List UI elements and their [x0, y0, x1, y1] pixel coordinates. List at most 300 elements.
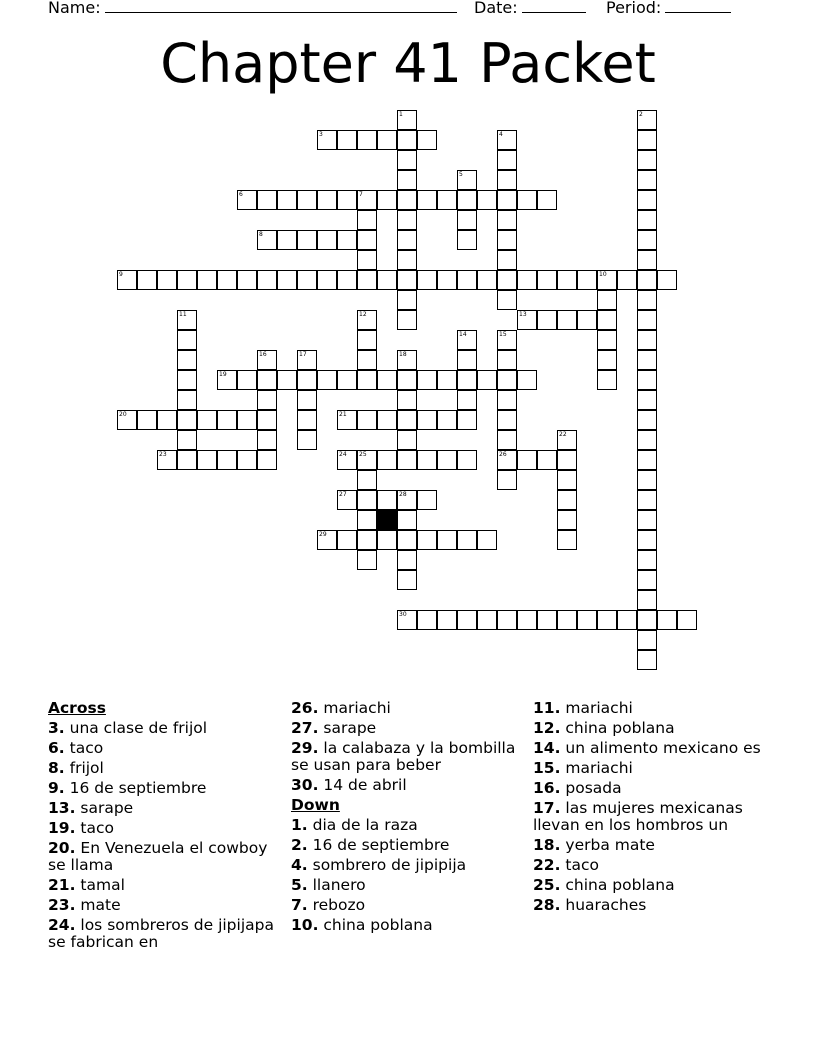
crossword-cell[interactable]	[297, 430, 317, 450]
crossword-cell[interactable]	[637, 570, 657, 590]
clue-number-label: 22.	[533, 856, 561, 874]
crossword-cell[interactable]	[397, 150, 417, 170]
crossword-cell[interactable]	[317, 130, 337, 150]
crossword-cell[interactable]	[637, 310, 657, 330]
crossword-cell[interactable]	[177, 270, 197, 290]
crossword-cell[interactable]	[637, 650, 657, 670]
crossword-cell[interactable]	[237, 410, 257, 430]
clue-item	[533, 740, 769, 757]
crossword-cell[interactable]	[317, 370, 337, 390]
crossword-cell[interactable]	[577, 610, 597, 630]
crossword-cell[interactable]	[297, 350, 317, 370]
crossword-cell[interactable]	[397, 410, 417, 430]
crossword-cell[interactable]	[437, 530, 457, 550]
crossword-cell[interactable]	[437, 450, 457, 470]
crossword-cell[interactable]	[377, 270, 397, 290]
crossword-cell[interactable]	[637, 430, 657, 450]
crossword-cell[interactable]	[637, 230, 657, 250]
crossword-cell[interactable]	[397, 350, 417, 370]
crossword-cell[interactable]	[637, 150, 657, 170]
crossword-cell[interactable]	[397, 110, 417, 130]
crossword-cell[interactable]	[177, 330, 197, 350]
crossword-cell[interactable]	[437, 190, 457, 210]
clue-text: posada	[560, 779, 622, 797]
crossword-cell[interactable]	[457, 530, 477, 550]
crossword-cell[interactable]	[557, 450, 577, 470]
clue-text: china poblana	[318, 916, 433, 934]
crossword-cell[interactable]	[277, 270, 297, 290]
crossword-cell[interactable]	[357, 250, 377, 270]
clue-number-label: 18.	[533, 836, 561, 854]
clue-section-heading: Across	[48, 699, 106, 717]
clue-item	[48, 917, 284, 951]
crossword-cell[interactable]	[457, 610, 477, 630]
crossword-cell[interactable]	[637, 510, 657, 530]
clue-column-3	[533, 700, 769, 917]
clue-item	[48, 820, 284, 837]
crossword-cell[interactable]	[477, 530, 497, 550]
clue-number-label: 20.	[48, 839, 76, 857]
clue-number: 17	[299, 351, 307, 358]
crossword-cell[interactable]	[417, 370, 437, 390]
clue-item	[48, 877, 284, 894]
crossword-cell[interactable]	[637, 630, 657, 650]
clue-number-label: 25.	[533, 876, 561, 894]
crossword-cell[interactable]	[317, 190, 337, 210]
crossword-cell[interactable]	[397, 230, 417, 250]
clue-number: 9	[119, 271, 123, 278]
crossword-cell[interactable]	[357, 350, 377, 370]
crossword-cell[interactable]	[497, 330, 517, 350]
clue-text: una clase de frijol	[64, 719, 208, 737]
crossword-cell[interactable]	[457, 230, 477, 250]
crossword-cell[interactable]	[297, 410, 317, 430]
crossword-cell[interactable]	[317, 230, 337, 250]
crossword-cell[interactable]	[497, 190, 517, 210]
clue-number: 1	[399, 111, 403, 118]
crossword-cell[interactable]	[377, 370, 397, 390]
crossword-cell[interactable]	[377, 450, 397, 470]
crossword-cell[interactable]	[397, 270, 417, 290]
crossword-cell[interactable]	[637, 290, 657, 310]
crossword-cell[interactable]	[597, 270, 617, 290]
clue-item	[533, 780, 769, 797]
crossword-cell[interactable]	[417, 530, 437, 550]
clue-number-label: 7.	[291, 896, 308, 914]
clue-item	[291, 857, 527, 874]
crossword-cell[interactable]	[357, 510, 377, 530]
crossword-cell[interactable]	[117, 270, 137, 290]
crossword-cell[interactable]	[637, 270, 657, 290]
crossword-cell[interactable]	[217, 410, 237, 430]
crossword-cell[interactable]	[497, 450, 517, 470]
crossword-cell[interactable]	[377, 410, 397, 430]
crossword-cell[interactable]	[417, 270, 437, 290]
crossword-cell[interactable]	[497, 350, 517, 370]
crossword-cell[interactable]	[637, 410, 657, 430]
clue-section-heading: Down	[291, 796, 340, 814]
crossword-cell[interactable]	[397, 370, 417, 390]
crossword-cell[interactable]	[357, 130, 377, 150]
crossword-cell[interactable]	[357, 530, 377, 550]
crossword-cell[interactable]	[257, 410, 277, 430]
crossword-cell[interactable]	[637, 250, 657, 270]
clue-number-label: 8.	[48, 759, 65, 777]
crossword-cell[interactable]	[597, 370, 617, 390]
crossword-cell[interactable]	[637, 210, 657, 230]
crossword-cell[interactable]	[217, 270, 237, 290]
crossword-cell[interactable]	[637, 110, 657, 130]
crossword-cell[interactable]	[237, 270, 257, 290]
crossword-cell[interactable]	[457, 210, 477, 230]
crossword-cell[interactable]	[497, 470, 517, 490]
crossword-cell[interactable]	[397, 570, 417, 590]
clue-item	[291, 700, 527, 717]
crossword-cell[interactable]	[257, 390, 277, 410]
crossword-cell[interactable]	[157, 450, 177, 470]
crossword-cell[interactable]	[357, 370, 377, 390]
crossword-cell[interactable]	[337, 530, 357, 550]
clue-text: un alimento mexicano es	[560, 739, 761, 757]
crossword-cell[interactable]	[637, 490, 657, 510]
clue-number-label: 6.	[48, 739, 65, 757]
clue-text: taco	[560, 856, 599, 874]
clue-item	[533, 700, 769, 717]
crossword-cell[interactable]	[537, 310, 557, 330]
clue-number: 10	[599, 271, 607, 278]
crossword-cell[interactable]	[197, 270, 217, 290]
crossword-cell[interactable]	[557, 270, 577, 290]
crossword-cell[interactable]	[557, 610, 577, 630]
crossword-cell[interactable]	[257, 190, 277, 210]
clue-text: la calabaza y la bombilla se usan para beber	[291, 739, 516, 774]
crossword-cell[interactable]	[237, 190, 257, 210]
clue-text: 14 de abril	[318, 776, 407, 794]
crossword-cell[interactable]	[357, 470, 377, 490]
clue-text: china poblana	[560, 719, 675, 737]
crossword-cell[interactable]	[517, 190, 537, 210]
crossword-cell[interactable]	[397, 610, 417, 630]
crossword-cell[interactable]	[657, 270, 677, 290]
crossword-cell[interactable]	[177, 450, 197, 470]
crossword-cell[interactable]	[657, 610, 677, 630]
crossword-cell[interactable]	[497, 390, 517, 410]
crossword-cell[interactable]	[357, 550, 377, 570]
crossword-cell[interactable]	[497, 430, 517, 450]
crossword-cell[interactable]	[317, 530, 337, 550]
crossword-cell[interactable]	[257, 350, 277, 370]
clue-column-1	[48, 700, 284, 954]
crossword-cell[interactable]	[557, 490, 577, 510]
clue-item	[533, 800, 769, 834]
crossword-cell[interactable]	[217, 370, 237, 390]
crossword-cell[interactable]	[457, 190, 477, 210]
crossword-cell[interactable]	[517, 610, 537, 630]
clue-text: rebozo	[307, 896, 366, 914]
crossword-cell[interactable]	[397, 190, 417, 210]
crossword-cell[interactable]	[137, 270, 157, 290]
crossword-cell[interactable]	[197, 410, 217, 430]
crossword-cell[interactable]	[177, 410, 197, 430]
clue-number-label: 3.	[48, 719, 65, 737]
crossword-cell[interactable]	[377, 190, 397, 210]
crossword-cell[interactable]	[457, 350, 477, 370]
crossword-cell[interactable]	[637, 350, 657, 370]
crossword-cell[interactable]	[597, 330, 617, 350]
clue-number: 30	[399, 611, 407, 618]
crossword-cell[interactable]	[437, 270, 457, 290]
crossword-cell[interactable]	[237, 450, 257, 470]
crossword-cell[interactable]	[637, 610, 657, 630]
crossword-cell[interactable]	[297, 390, 317, 410]
clue-number: 5	[459, 171, 463, 178]
crossword-cell[interactable]	[437, 410, 457, 430]
clue-item	[533, 857, 769, 874]
clue-item	[48, 740, 284, 757]
crossword-cell[interactable]	[557, 430, 577, 450]
crossword-cell[interactable]	[397, 550, 417, 570]
crossword-cell[interactable]	[497, 150, 517, 170]
crossword-cell[interactable]	[557, 310, 577, 330]
crossword-cell[interactable]	[177, 350, 197, 370]
crossword-cell[interactable]	[177, 310, 197, 330]
clue-number-label: 5.	[291, 876, 308, 894]
crossword-cell[interactable]	[357, 410, 377, 430]
crossword-cell[interactable]	[477, 190, 497, 210]
crossword-cell[interactable]	[397, 170, 417, 190]
crossword-cell[interactable]	[517, 270, 537, 290]
crossword-cell[interactable]	[157, 270, 177, 290]
crossword-cell[interactable]	[497, 170, 517, 190]
crossword-cell[interactable]	[257, 270, 277, 290]
crossword-cell[interactable]	[137, 410, 157, 430]
clue-number: 14	[459, 331, 467, 338]
crossword-cell[interactable]	[457, 370, 477, 390]
crossword-cell[interactable]	[497, 130, 517, 150]
crossword-cell[interactable]	[397, 510, 417, 530]
clue-item	[48, 897, 284, 914]
crossword-cell[interactable]	[517, 450, 537, 470]
crossword-cell[interactable]	[337, 410, 357, 430]
clue-number: 25	[359, 451, 367, 458]
clue-text: china poblana	[560, 876, 675, 894]
clue-item	[291, 877, 527, 894]
crossword-cell[interactable]	[337, 130, 357, 150]
crossword-cell[interactable]	[457, 330, 477, 350]
clue-number: 23	[159, 451, 167, 458]
crossword-cell[interactable]	[397, 390, 417, 410]
crossword-cell[interactable]	[557, 470, 577, 490]
crossword-cell[interactable]	[377, 490, 397, 510]
crossword-cell[interactable]	[537, 190, 557, 210]
clue-number: 6	[239, 191, 243, 198]
crossword-cell[interactable]	[637, 390, 657, 410]
crossword-cell[interactable]	[277, 370, 297, 390]
crossword-cell[interactable]	[357, 230, 377, 250]
crossword-cell[interactable]	[337, 370, 357, 390]
crossword-cell[interactable]	[597, 290, 617, 310]
clue-number: 28	[399, 491, 407, 498]
crossword-cell[interactable]	[497, 410, 517, 430]
crossword-cell[interactable]	[497, 370, 517, 390]
crossword-cell[interactable]	[497, 230, 517, 250]
crossword-cell[interactable]	[357, 330, 377, 350]
crossword-cell[interactable]	[417, 610, 437, 630]
crossword-cell[interactable]	[637, 370, 657, 390]
crossword-cell[interactable]	[457, 410, 477, 430]
crossword-cell[interactable]	[417, 490, 437, 510]
clue-number: 20	[119, 411, 127, 418]
crossword-cell[interactable]	[397, 530, 417, 550]
crossword-cell[interactable]	[557, 530, 577, 550]
crossword-cell[interactable]	[357, 490, 377, 510]
crossword-cell[interactable]	[637, 530, 657, 550]
crossword-cell[interactable]	[457, 270, 477, 290]
crossword-cell[interactable]	[557, 510, 577, 530]
crossword-cell[interactable]	[257, 370, 277, 390]
crossword-cell[interactable]	[437, 610, 457, 630]
clue-text: huaraches	[560, 896, 647, 914]
crossword-cell[interactable]	[257, 430, 277, 450]
crossword-cell[interactable]	[637, 170, 657, 190]
crossword-cell[interactable]	[177, 370, 197, 390]
crossword-cell[interactable]	[397, 430, 417, 450]
crossword-cell[interactable]	[397, 490, 417, 510]
crossword-cell[interactable]	[297, 270, 317, 290]
crossword-cell[interactable]	[197, 450, 217, 470]
clue-number: 12	[359, 311, 367, 318]
crossword-cell[interactable]	[417, 410, 437, 430]
crossword-cell[interactable]	[417, 450, 437, 470]
clue-item	[291, 740, 527, 774]
crossword-cell[interactable]	[497, 250, 517, 270]
crossword-cell[interactable]	[497, 210, 517, 230]
clue-number-label: 12.	[533, 719, 561, 737]
crossword-cell[interactable]	[437, 370, 457, 390]
crossword-cell[interactable]	[517, 310, 537, 330]
crossword-cell[interactable]	[317, 270, 337, 290]
crossword-cell[interactable]	[297, 230, 317, 250]
clue-item	[533, 837, 769, 854]
clue-number: 22	[559, 431, 567, 438]
crossword-cell[interactable]	[357, 210, 377, 230]
crossword-cell[interactable]	[297, 370, 317, 390]
crossword-cell[interactable]	[157, 410, 177, 430]
crossword-cell[interactable]	[597, 310, 617, 330]
crossword-cell[interactable]	[177, 390, 197, 410]
crossword-cell[interactable]	[477, 610, 497, 630]
crossword-cell[interactable]	[457, 390, 477, 410]
crossword-cell[interactable]	[337, 230, 357, 250]
crossword-cell[interactable]	[397, 250, 417, 270]
crossword-cell[interactable]	[637, 130, 657, 150]
clue-number: 7	[359, 191, 363, 198]
crossword-cell[interactable]	[357, 190, 377, 210]
crossword-cell[interactable]	[397, 310, 417, 330]
crossword-cell[interactable]	[457, 450, 477, 470]
crossword-cell[interactable]	[637, 470, 657, 490]
crossword-cell[interactable]	[237, 370, 257, 390]
crossword-cell[interactable]	[417, 190, 437, 210]
clue-text: sombrero de jipipija	[307, 856, 467, 874]
crossword-cell[interactable]	[597, 610, 617, 630]
crossword-cell[interactable]	[257, 450, 277, 470]
clue-number: 27	[339, 491, 347, 498]
crossword-cell[interactable]	[397, 450, 417, 470]
clue-text: llanero	[307, 876, 366, 894]
crossword-cell[interactable]	[337, 490, 357, 510]
clue-number: 24	[339, 451, 347, 458]
crossword-cell[interactable]	[377, 530, 397, 550]
crossword-cell[interactable]	[637, 330, 657, 350]
crossword-cell[interactable]	[577, 270, 597, 290]
crossword-cell[interactable]	[497, 610, 517, 630]
crossword-cell[interactable]	[537, 610, 557, 630]
crossword-cell[interactable]	[397, 210, 417, 230]
crossword-cell[interactable]	[517, 370, 537, 390]
clue-text: mariachi	[560, 699, 633, 717]
crossword-cell[interactable]	[377, 130, 397, 150]
clue-number: 11	[179, 311, 187, 318]
crossword-cell[interactable]	[497, 290, 517, 310]
crossword-cell[interactable]	[497, 270, 517, 290]
crossword-cell[interactable]	[257, 230, 277, 250]
clue-text: tamal	[75, 876, 125, 894]
name-label: Name:	[48, 0, 101, 17]
crossword-cell[interactable]	[397, 290, 417, 310]
crossword-cell[interactable]	[337, 270, 357, 290]
clue-number-label: 23.	[48, 896, 76, 914]
crossword-cell[interactable]	[177, 430, 197, 450]
clue-text: taco	[75, 819, 114, 837]
clue-text: dia de la raza	[307, 816, 418, 834]
clue-item	[291, 777, 527, 794]
crossword-cell[interactable]	[637, 450, 657, 470]
crossword-cell[interactable]	[297, 190, 317, 210]
crossword-cell[interactable]	[277, 190, 297, 210]
crossword-cell[interactable]	[357, 270, 377, 290]
crossword-cell[interactable]	[577, 310, 597, 330]
crossword-cell[interactable]	[357, 450, 377, 470]
page-title: Chapter 41 Packet	[160, 32, 656, 95]
crossword-cell[interactable]	[417, 130, 437, 150]
clue-item	[291, 720, 527, 737]
clue-number: 21	[339, 411, 347, 418]
crossword-cell[interactable]	[617, 270, 637, 290]
crossword-cell[interactable]	[117, 410, 137, 430]
clue-number-label: 11.	[533, 699, 561, 717]
crossword-cell[interactable]	[397, 130, 417, 150]
crossword-cell[interactable]	[617, 610, 637, 630]
crossword-cell[interactable]	[277, 230, 297, 250]
crossword-cell[interactable]	[457, 170, 477, 190]
crossword-cell[interactable]	[597, 350, 617, 370]
crossword-cell[interactable]	[337, 450, 357, 470]
crossword-cell[interactable]	[357, 310, 377, 330]
crossword-cell[interactable]	[477, 270, 497, 290]
clue-number-label: 28.	[533, 896, 561, 914]
crossword-cell[interactable]	[637, 590, 657, 610]
crossword-cell[interactable]	[337, 190, 357, 210]
crossword-cell[interactable]	[537, 270, 557, 290]
clue-number: 15	[499, 331, 507, 338]
crossword-cell[interactable]	[637, 550, 657, 570]
crossword-cell[interactable]	[677, 610, 697, 630]
crossword-cell[interactable]	[637, 190, 657, 210]
crossword-cell[interactable]	[477, 370, 497, 390]
crossword-cell[interactable]	[217, 450, 237, 470]
crossword-cell[interactable]	[537, 450, 557, 470]
